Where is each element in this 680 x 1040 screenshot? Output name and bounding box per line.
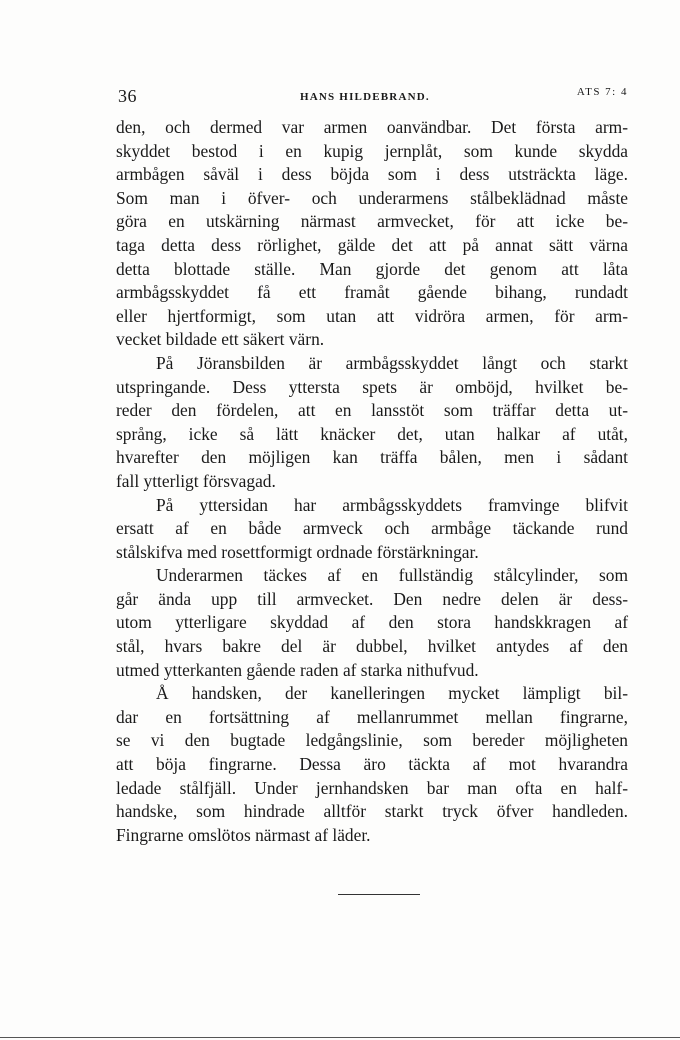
text-line: göra en utskärning närmast armvecket, för att icke be- bbox=[116, 211, 628, 232]
paragraph-end-line: stålskifva med rosettformigt ordnade förstärkningar. bbox=[116, 541, 479, 562]
text-line: armbågen såväl i dess böjda som i dess utsträckta läge. bbox=[116, 164, 628, 185]
running-head: HANS HILDEBRAND. bbox=[300, 91, 430, 103]
journal-reference: ATS 7: 4 bbox=[576, 86, 628, 98]
text-line: eller hjertformigt, som utan att vidröra armen, för arm- bbox=[116, 305, 628, 326]
page-number: 36 bbox=[118, 86, 137, 106]
text-line: Som man i öfver- och underarmens stålbeklädnad måste bbox=[116, 187, 628, 208]
paragraph-start-line: Å handsken, der kanelleringen mycket lämpligt bil- bbox=[156, 683, 628, 704]
paragraph-start-line: På Jöransbilden är armbågsskyddet långt och starkt bbox=[156, 352, 628, 373]
paragraph-start-line: På yttersidan har armbågsskyddets framvinge blifvit bbox=[156, 494, 628, 515]
paragraph-end-line: fall ytterligt försvagad. bbox=[116, 470, 276, 491]
paragraph-start-line: Underarmen täckes af en fullständig stålcylinder, som bbox=[156, 565, 628, 586]
page-bottom-edge bbox=[0, 1037, 680, 1038]
text-line: går ända upp till armvecket. Den nedre delen är dess- bbox=[116, 588, 628, 609]
text-line: stål, hvars bakre del är dubbel, hvilket antydes af den bbox=[116, 636, 628, 657]
page-header bbox=[118, 86, 628, 110]
section-divider bbox=[338, 894, 420, 895]
paragraph-end-line: vecket bildade ett säkert värn. bbox=[116, 329, 325, 350]
text-line: hvarefter den möjligen kan träffa bålen, men i sådant bbox=[116, 447, 628, 468]
text-line: utspringande. Dess yttersta spets är omböjd, hvilket be- bbox=[116, 376, 628, 397]
text-line: reder den fördelen, att en lansstöt som träffar detta ut- bbox=[116, 400, 628, 421]
text-line: taga detta dess rörlighet, gälde det att på annat sätt värna bbox=[116, 234, 628, 255]
text-line: se vi den bugtade ledgångslinie, som bereder möjligheten bbox=[116, 730, 628, 751]
text-line: dar en fortsättning af mellanrummet mellan fingrarne, bbox=[116, 706, 628, 727]
paragraph-end-line: utmed ytterkanten gående raden af starka nithufvud. bbox=[116, 659, 479, 680]
text-line: handske, som hindrade alltför starkt tryck öfver handleden. bbox=[116, 801, 628, 822]
text-line: ledade stålfjäll. Under jernhandsken bar man ofta en half- bbox=[116, 777, 628, 798]
text-line: den, och dermed var armen oanvändbar. Det första arm- bbox=[116, 117, 628, 137]
paragraph-end-line: Fingrarne omslötos närmast af läder. bbox=[116, 824, 371, 845]
body-text bbox=[116, 116, 628, 847]
text-line: detta blottade ställe. Man gjorde det genom att låta bbox=[116, 258, 628, 279]
text-line: att böja fingrarne. Dessa äro täckta af mot hvarandra bbox=[116, 754, 628, 775]
text-line: språng, icke så lätt knäcker det, utan halkar af utåt, bbox=[116, 423, 628, 444]
text-line: skyddet bestod i en kupig jernplåt, som kunde skydda bbox=[116, 140, 628, 161]
text-line: ersatt af en både armveck och armbåge täckande rund bbox=[116, 518, 628, 539]
text-line: armbågsskyddet få ett framåt gående bihang, rundadt bbox=[116, 282, 628, 303]
text-line: utom ytterligare skyddad af den stora handskkragen af bbox=[116, 612, 628, 633]
